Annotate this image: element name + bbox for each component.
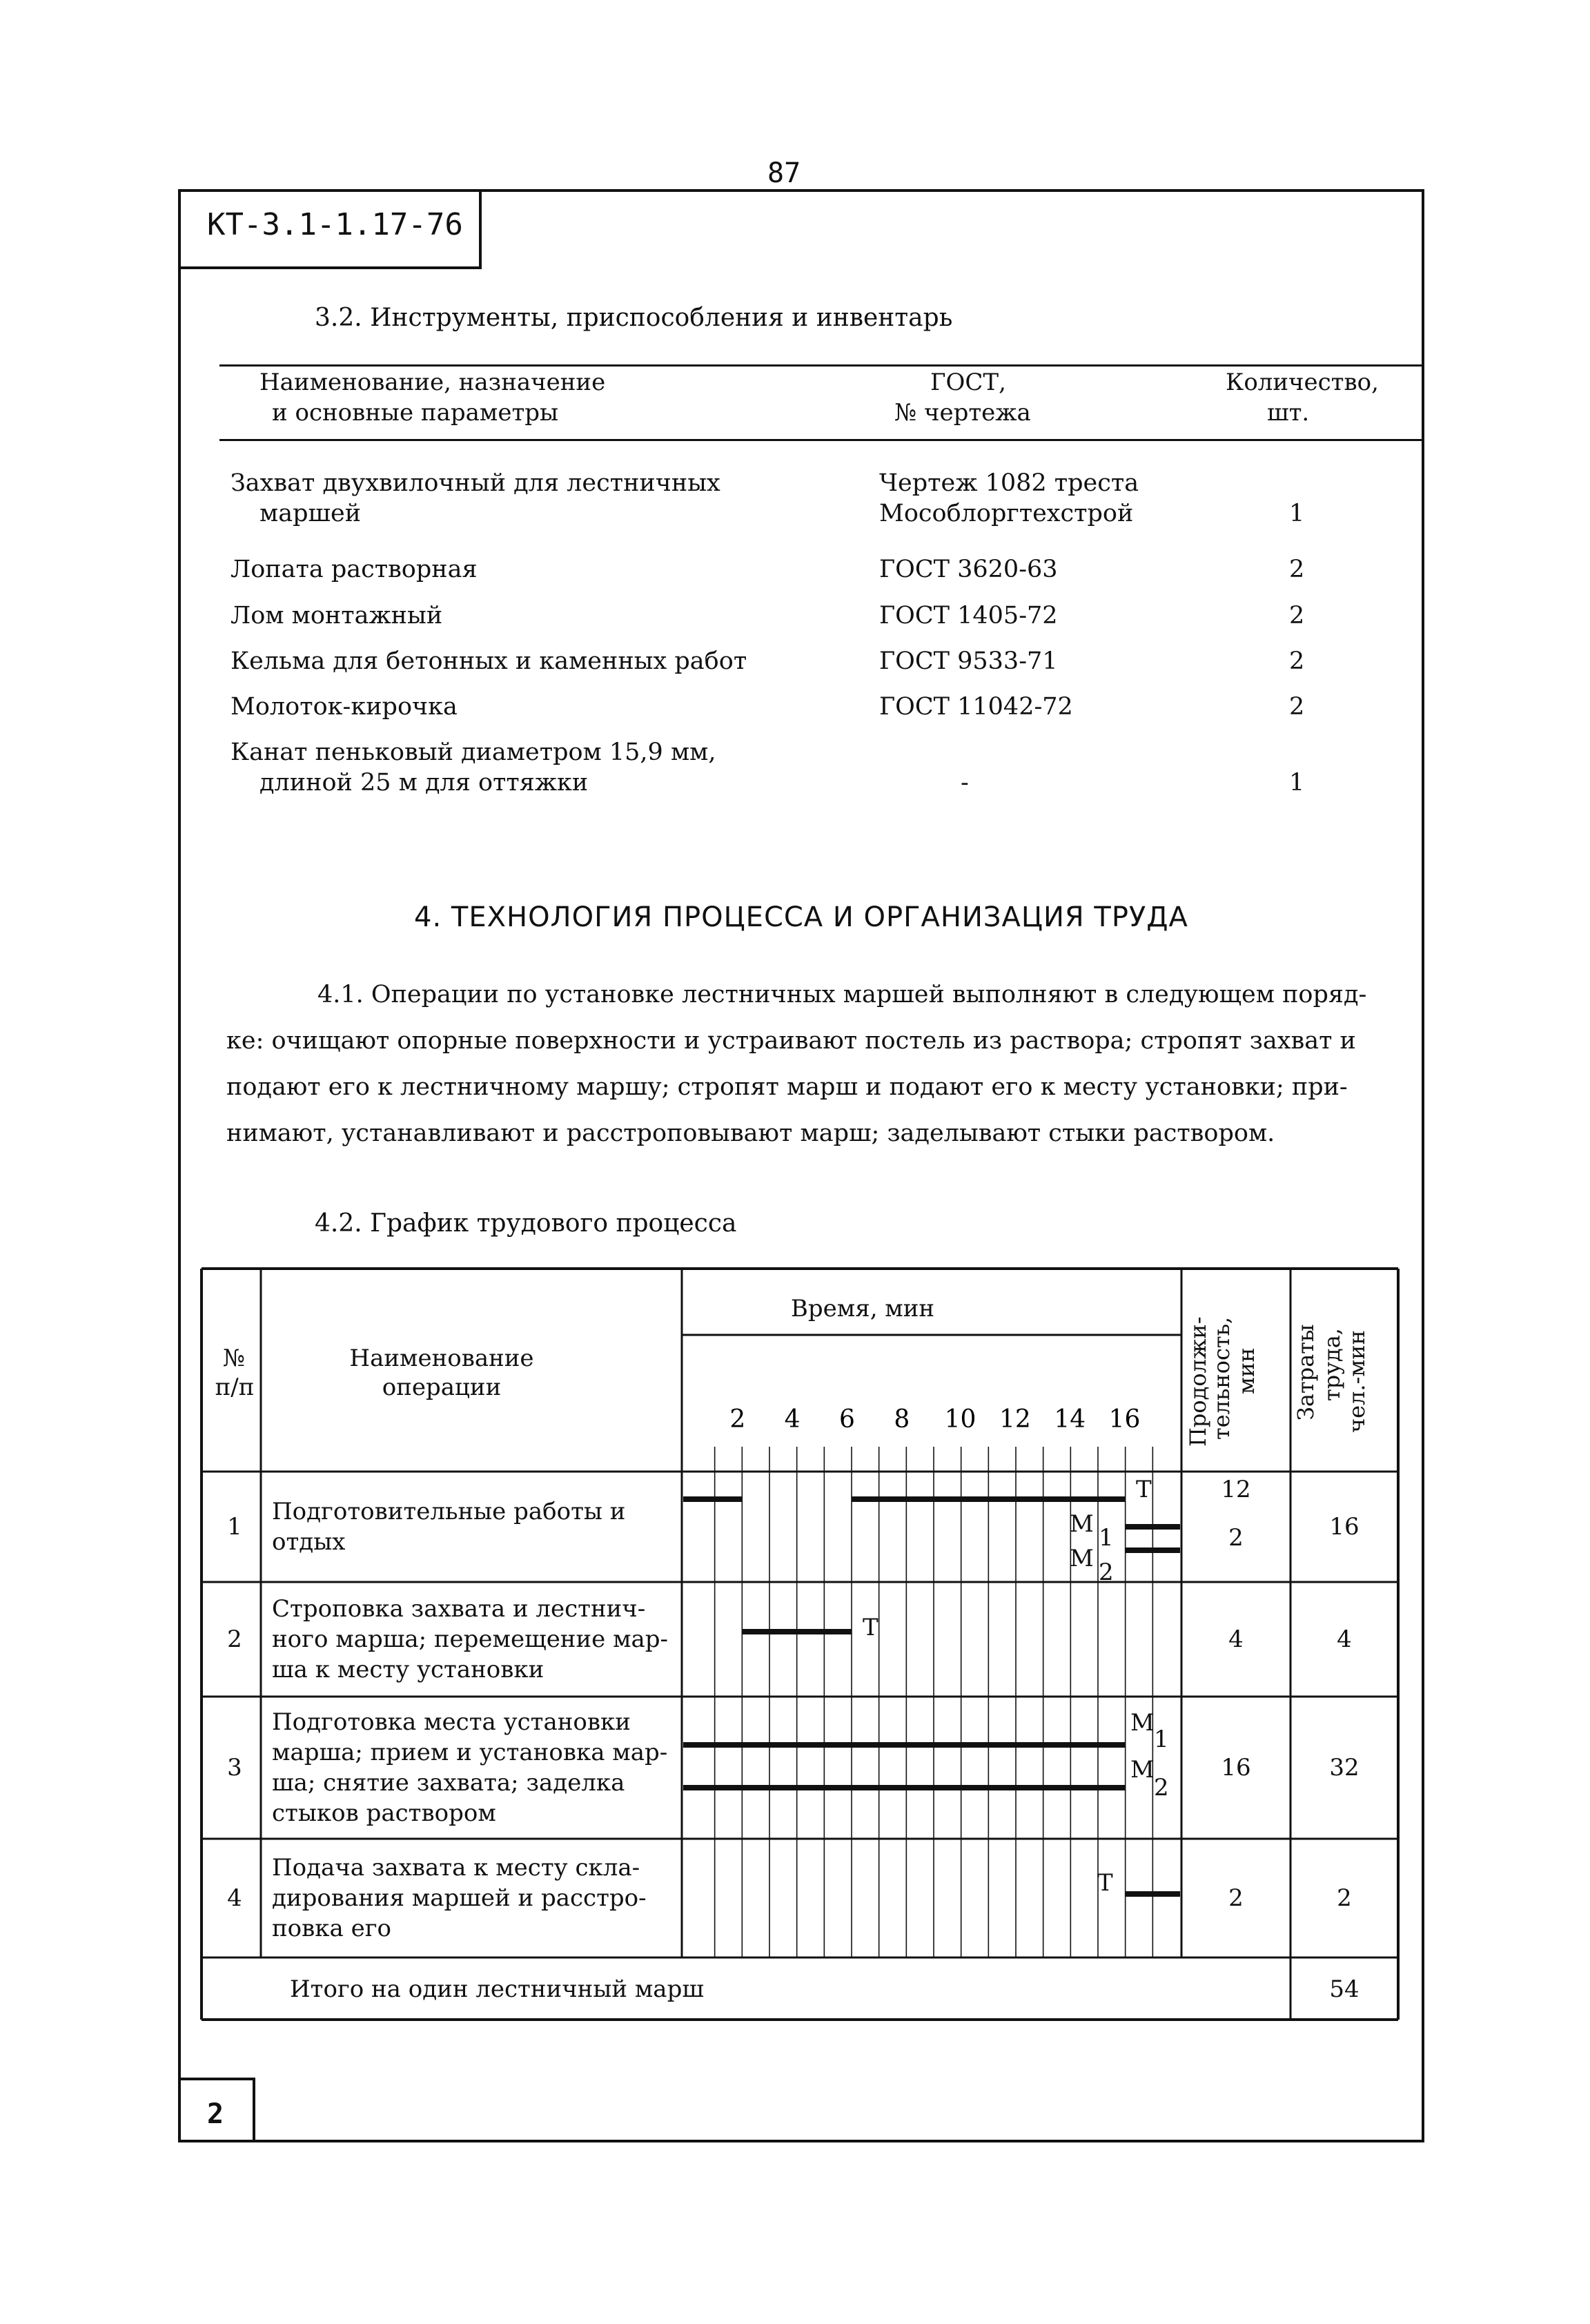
tools-table-top-rule — [219, 364, 1424, 367]
gantt-row-name-line: ша; снятие захвата; заделка — [272, 1769, 625, 1797]
gantt-row-name-line: Подготовка места установки — [272, 1708, 631, 1736]
gantt-time-tick: 14 — [1054, 1405, 1086, 1434]
page-number: 87 — [767, 157, 801, 189]
gantt-mark: 1 — [1099, 1524, 1114, 1552]
gantt-row-name-line: Строповка захвата и лестнич- — [272, 1595, 646, 1623]
tool-qty: 1 — [1289, 500, 1305, 527]
tools-header-gost-2: № чертежа — [894, 399, 1031, 427]
paragraph-4-2-title: 4.2. График трудового процесса — [315, 1209, 737, 1238]
tools-header-name-1: Наименование, назначение — [259, 369, 606, 396]
gantt-row-duration: 12 — [1221, 1476, 1251, 1503]
gantt-row-num: 3 — [227, 1754, 242, 1781]
gantt-mark: М — [1070, 1545, 1094, 1572]
tool-name: Захват двухвилочный для лестничных — [230, 469, 720, 497]
tool-name-cont: длиной 25 м для оттяжки — [259, 769, 589, 797]
gantt-row-num: 1 — [227, 1513, 242, 1541]
section-3-2-title: 3.2. Инструменты, приспособления и инвентарь — [315, 304, 953, 332]
gantt-total-value: 54 — [1329, 1975, 1360, 2003]
tool-qty: 2 — [1289, 602, 1305, 629]
p41-line: подают его к лестничному маршу; стропят марш и подают его к месту установки; при- — [226, 1073, 1348, 1101]
gantt-col-time: Время, мин — [790, 1295, 935, 1322]
gantt-col-name-1: Наименование — [349, 1345, 534, 1372]
tool-gost: ГОСТ 9533-71 — [879, 647, 1058, 675]
gantt-col-labor-1: Затраты — [1293, 1324, 1319, 1420]
gantt-time-tick: 2 — [729, 1405, 746, 1434]
tool-name: Молоток-кирочка — [230, 693, 458, 721]
gantt-row-duration: 16 — [1221, 1754, 1251, 1781]
paragraph-4-1 — [226, 972, 1393, 1157]
tools-header-name-2: и основные параметры — [272, 399, 559, 427]
gantt-row-name-line: Подготовительные работы и — [272, 1498, 626, 1525]
gantt-col-duration-2: тельность, — [1208, 1316, 1235, 1440]
gantt-row-name-line: отдых — [272, 1528, 346, 1556]
gantt-col-num-1: № — [222, 1345, 246, 1372]
gantt-row-labor: 4 — [1337, 1625, 1352, 1653]
tool-qty: 1 — [1289, 769, 1305, 797]
tool-gost: ГОСТ 11042-72 — [879, 693, 1073, 721]
tool-gost: ГОСТ 1405-72 — [879, 602, 1058, 629]
gantt-col-labor-2: труда, — [1319, 1328, 1345, 1401]
gantt-col-num-2: п/п — [215, 1374, 255, 1401]
gantt-row-name-line: ша к месту установки — [272, 1656, 544, 1683]
gantt-mark: М — [1130, 1756, 1155, 1784]
tool-name: Лопата растворная — [230, 556, 478, 583]
gantt-total-label: Итого на один лестничный марш — [290, 1975, 704, 2003]
tools-header-gost-1: ГОСТ, — [930, 369, 1006, 396]
gantt-time-tick: 8 — [894, 1405, 910, 1434]
gantt-row-duration: 4 — [1228, 1625, 1244, 1653]
gantt-time-tick: 6 — [839, 1405, 855, 1434]
gantt-mark: 2 — [1099, 1559, 1114, 1586]
gantt-row-num: 2 — [227, 1625, 242, 1653]
tool-gost-cont: Мособлоргтехстрой — [879, 500, 1134, 527]
gantt-col-name-2: операции — [382, 1374, 502, 1401]
gantt-row-num: 4 — [227, 1884, 242, 1912]
gantt-row-name-line: повка его — [272, 1915, 392, 1942]
gantt-time-tick: 10 — [944, 1405, 976, 1434]
p41-line: ке: очищают опорные поверхности и устраивают постель из раствора; стропят захват и — [226, 1027, 1356, 1055]
tool-name: Канат пеньковый диаметром 15,9 мм, — [230, 739, 716, 766]
gantt-table — [200, 1267, 1401, 2029]
p41-line: нимают, устанавливают и расстроповывают марш; заделывают стыки раствором. — [226, 1120, 1275, 1147]
tools-header-qty-1: Количество, — [1226, 369, 1379, 396]
gantt-row-name-line: Подача захвата к месту скла- — [272, 1854, 640, 1882]
gantt-col-labor-3: чел.-мин — [1344, 1330, 1370, 1433]
tools-table-header-rule — [219, 439, 1424, 441]
gantt-row-labor: 32 — [1329, 1754, 1360, 1781]
gantt-row-name-line: дирования маршей и расстро- — [272, 1884, 647, 1912]
tool-name: Кельма для бетонных и каменных работ — [230, 647, 747, 675]
tool-gost: ГОСТ 3620-63 — [879, 556, 1058, 583]
tool-gost: - — [961, 769, 969, 797]
tool-qty: 2 — [1289, 647, 1305, 675]
gantt-row-labor: 2 — [1337, 1884, 1352, 1912]
tools-header-qty-2: шт. — [1267, 399, 1310, 427]
p41-line: 4.1. Операции по установке лестничных маршей выполняют в следующем поряд- — [317, 981, 1367, 1008]
sheet-number: 2 — [207, 2098, 224, 2130]
gantt-row-name-line: стыков раствором — [272, 1799, 496, 1827]
gantt-time-tick: 4 — [784, 1405, 801, 1434]
gantt-row-labor: 16 — [1329, 1513, 1360, 1541]
gantt-mark: 2 — [1154, 1774, 1169, 1801]
tool-gost: Чертеж 1082 треста — [879, 469, 1139, 497]
gantt-time-tick: 16 — [1108, 1405, 1141, 1434]
gantt-mark: М — [1130, 1709, 1155, 1737]
section-4-title: 4. ТЕХНОЛОГИЯ ПРОЦЕССА И ОРГАНИЗАЦИЯ ТРУДА — [414, 901, 1188, 933]
gantt-col-duration-3: мин — [1233, 1347, 1259, 1394]
gantt-row-duration: 2 — [1228, 1884, 1244, 1912]
tool-qty: 2 — [1289, 556, 1305, 583]
gantt-row-name-line: ного марша; перемещение мар- — [272, 1625, 669, 1653]
gantt-mark: Т — [1136, 1476, 1152, 1503]
gantt-time-tick: 12 — [999, 1405, 1031, 1434]
tool-qty: 2 — [1289, 693, 1305, 721]
doc-code: КТ-3.1-1.17-76 — [207, 207, 463, 242]
tool-name: Лом монтажный — [230, 602, 443, 629]
gantt-col-duration-1: Продолжи- — [1185, 1316, 1211, 1447]
gantt-mark: 1 — [1154, 1726, 1169, 1753]
gantt-mark: Т — [863, 1614, 879, 1641]
gantt-row-duration: 2 — [1228, 1524, 1244, 1552]
gantt-mark: М — [1070, 1510, 1094, 1538]
gantt-row-name-line: марша; прием и установка мар- — [272, 1739, 668, 1766]
gantt-mark: Т — [1097, 1869, 1113, 1897]
tool-name-cont: маршей — [259, 500, 362, 527]
